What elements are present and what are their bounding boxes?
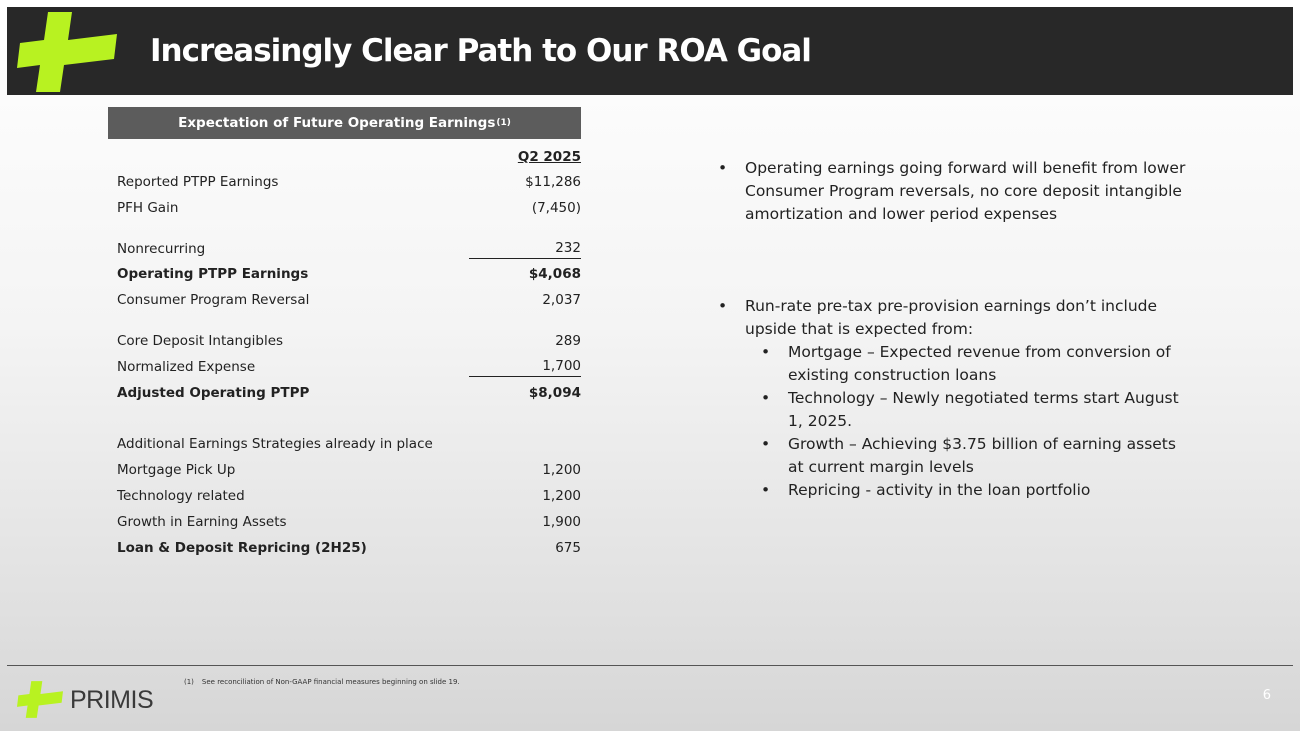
column-header-q2-2025: Q2 2025 bbox=[517, 149, 581, 165]
table-row bbox=[117, 290, 581, 310]
table-header bbox=[108, 107, 581, 139]
row-value: 1,200 bbox=[542, 488, 581, 504]
footer-divider bbox=[7, 665, 1293, 666]
slide-title: Increasingly Clear Path to Our ROA Goal bbox=[150, 33, 811, 69]
table-row bbox=[117, 383, 581, 403]
table-row bbox=[117, 486, 581, 506]
row-value: 1,700 bbox=[469, 357, 581, 377]
table-row bbox=[117, 357, 581, 377]
row-value: $4,068 bbox=[528, 266, 581, 282]
table-row bbox=[117, 331, 581, 351]
row-value: 2,037 bbox=[542, 292, 581, 308]
table-row bbox=[117, 239, 581, 259]
brand-wordmark: PRIMIS bbox=[70, 685, 154, 714]
row-label: Additional Earnings Strategies already in place bbox=[117, 436, 433, 452]
row-label: Reported PTPP Earnings bbox=[117, 174, 279, 190]
table-header-text: Expectation of Future Operating Earnings bbox=[178, 115, 496, 131]
row-value: 1,900 bbox=[542, 514, 581, 530]
sub-bullet-item: • Mortgage – Expected revenue from conversion of existing construction loans bbox=[745, 341, 1186, 387]
bullet-item bbox=[716, 295, 1186, 502]
footnote bbox=[184, 678, 460, 686]
row-value: $8,094 bbox=[528, 385, 581, 401]
row-value: 289 bbox=[555, 333, 581, 349]
primis-cross-logo-icon bbox=[17, 681, 63, 718]
footnote-number: (1) bbox=[184, 678, 194, 686]
title-bar bbox=[7, 7, 1293, 95]
row-label: Growth in Earning Assets bbox=[117, 514, 287, 530]
sub-bullet-item: • Growth – Achieving $3.75 billion of earning assets at current margin levels bbox=[745, 433, 1186, 479]
table-row bbox=[117, 512, 581, 532]
row-label: Core Deposit Intangibles bbox=[117, 333, 284, 349]
page-number: 6 bbox=[1262, 688, 1271, 703]
table-row bbox=[117, 460, 581, 480]
row-label: Mortgage Pick Up bbox=[117, 462, 236, 478]
table-section-label bbox=[117, 434, 581, 454]
row-label: Consumer Program Reversal bbox=[117, 292, 310, 308]
footer-logo bbox=[17, 681, 153, 718]
bullet-text: Run-rate pre-tax pre-provision earnings don’t include upside that is expected from: bbox=[745, 297, 1158, 338]
row-label: Loan & Deposit Repricing (2H25) bbox=[117, 540, 367, 556]
row-value: 232 bbox=[469, 239, 581, 259]
bullet-list-top bbox=[716, 157, 1186, 226]
row-value: $11,286 bbox=[525, 174, 581, 190]
table-row bbox=[117, 198, 581, 218]
row-value: (7,450) bbox=[531, 200, 581, 216]
primis-cross-logo-icon bbox=[17, 12, 117, 92]
row-label: Adjusted Operating PTPP bbox=[117, 385, 310, 401]
footnote-text: See reconciliation of Non-GAAP financial measures beginning on slide 19. bbox=[201, 678, 460, 686]
row-value: 675 bbox=[555, 540, 581, 556]
table-header-footnote-ref: (1) bbox=[496, 118, 511, 128]
row-label: Technology related bbox=[117, 488, 245, 504]
row-label: Nonrecurring bbox=[117, 241, 206, 257]
row-label: PFH Gain bbox=[117, 200, 179, 216]
table-row bbox=[117, 172, 581, 192]
bullet-item: • Operating earnings going forward will benefit from lower Consumer Program reversals, no core deposit intangible amortization and lower period expenses bbox=[716, 157, 1186, 226]
bullet-list-bottom bbox=[716, 295, 1186, 502]
table-row bbox=[117, 538, 581, 558]
sub-bullet-item: • Technology – Newly negotiated terms start August 1, 2025. bbox=[745, 387, 1186, 433]
sub-bullet-item: • Repricing - activity in the loan portfolio bbox=[745, 479, 1186, 502]
table-row bbox=[117, 264, 581, 284]
row-label: Normalized Expense bbox=[117, 359, 256, 375]
sub-bullet-list bbox=[745, 341, 1186, 502]
row-value: 1,200 bbox=[542, 462, 581, 478]
row-label: Operating PTPP Earnings bbox=[117, 266, 309, 282]
